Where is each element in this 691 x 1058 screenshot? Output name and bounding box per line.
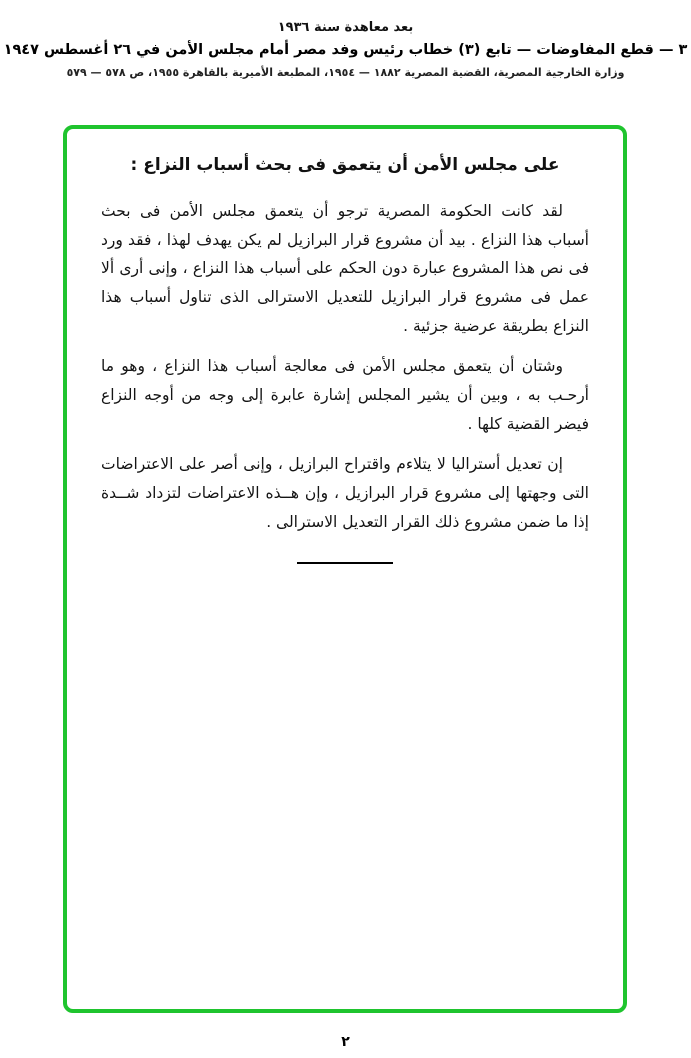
body-paragraph-1: لقد كانت الحكومة المصرية ترجو أن يتعمق مجلس الأمن فى بحث أسباب هذا النزاع . بيد أن مشروع قرار البرازيل لم يكن يهدف لهذا ، فقد ورد فى نص هذا المشروع عبارة دون الحكم على أسباب هذا النزاع ، وإنى أرى ألا عمل فى مشروع قرار البرازيل للتعديل الاسترالى الذى تناول أسباب هذا النزاع بطريقة عرضية جزئية . (101, 202, 589, 335)
header-title-line: ٣ — قطع المفاوضات — تابع (٣) خطاب رئيس وفد مصر أمام مجلس الأمن في ٢٦ أغسطس ١٩٤٧ (3, 42, 688, 58)
header-source-citation: وزارة الخارجية المصرية، القضية المصرية ١٨٨٢ — ١٩٥٤، المطبعة الأميرية بالقاهرة ١٩٥٥، ص ٥٧٨ — ٥٧٩ (66, 66, 625, 79)
section-divider (297, 562, 393, 564)
document-text-frame (63, 125, 627, 1013)
section-heading: على مجلس الأمن أن يتعمق فى بحث أسباب النزاع : (130, 155, 560, 175)
page-number: ٢ (341, 1034, 350, 1050)
body-paragraph-3: إن تعديل أستراليا لا يتلاءم واقتراح البرازيل ، وإنى أصر على الاعتراضات التى وجهتها إلى مشروع قرار البرازيل ، وإن هــذه الاعتراضات لتزداد شــدة إذا ما ضمن مشروع ذلك القرار التعديل الاسترالى . (101, 455, 589, 531)
page-header (0, 0, 691, 79)
header-treaty-line: بعد معاهدة سنة ١٩٣٦ (277, 20, 414, 35)
body-paragraph-2: وشتان أن يتعمق مجلس الأمن فى معالجة أسباب هذا النزاع ، وهو ما أرحـب به ، وبين أن يشير المجلس إشارة عابرة إلى وجه من أوجه النزاع فيضر القضية كلها . (101, 357, 589, 433)
